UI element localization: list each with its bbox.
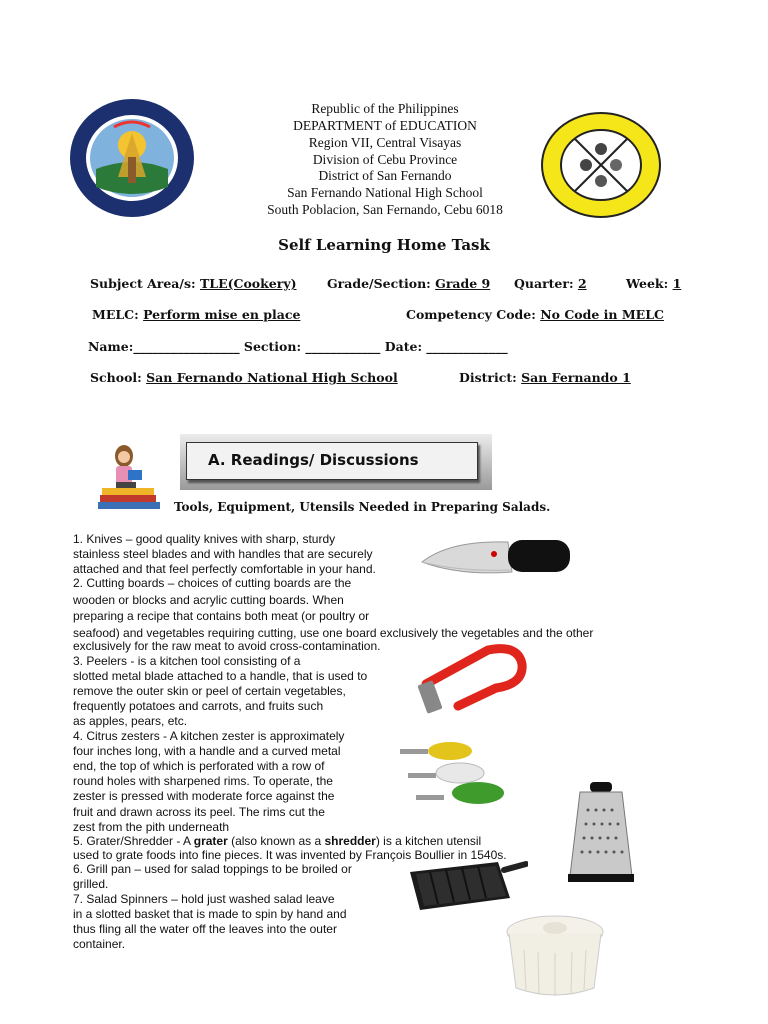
body-line: stainless steel blades and with handles that are securely (73, 547, 373, 561)
knife-image (420, 532, 574, 586)
week-label: Week: (626, 276, 669, 291)
body-line: slotted metal blade attached to a handle, that is used to (73, 669, 368, 683)
body-line: in a slotted basket that is made to spin by hand and (73, 907, 347, 921)
citrus-zesters-image (398, 735, 508, 813)
melc-value: Perform mise en place (143, 307, 301, 322)
header-republic: Republic of the Philippines (311, 101, 459, 116)
week-value: 1 (672, 276, 682, 291)
section-subheading: Tools, Equipment, Utensils Needed in Preparing Salads. (174, 500, 551, 514)
school-value: San Fernando National High School (146, 370, 398, 385)
school-seal-logo (540, 111, 662, 219)
header-school: San Fernando National High School (287, 185, 483, 200)
header-district: District of San Fernando (318, 168, 452, 183)
grade-value: Grade 9 (435, 276, 491, 291)
body-line: thus fling all the water off the leaves into the outer (73, 922, 337, 936)
body-line: preparing a recipe that contains both meat (or poultry or (73, 609, 370, 623)
grade-label: Grade/Section: (327, 276, 431, 291)
body-line: zest from the pith underneath (73, 820, 230, 834)
body-line: 2. Cutting boards – choices of cutting boards are the (73, 576, 352, 590)
division-seal-logo (68, 97, 196, 219)
body-line: fruit and drawn across its peel. The rims cut the (73, 805, 325, 819)
subject-value: TLE(Cookery) (199, 276, 297, 291)
melc-row (92, 307, 300, 322)
body-line: remove the outer skin or peel of certain vegetables, (73, 684, 346, 698)
subject-row (90, 276, 297, 291)
body-line: frequently potatoes and carrots, and fruits such (73, 699, 324, 713)
body-line: exclusively for the raw meat to avoid cross-contamination. (73, 639, 381, 653)
district-row (459, 370, 631, 385)
grater-image (566, 780, 636, 886)
subject-label: Subject Area/s: (90, 276, 196, 291)
body-line: attached and that feel perfectly comfortable in your hand. (73, 562, 376, 576)
quarter-value: 2 (577, 276, 587, 291)
header-division: Division of Cebu Province (312, 152, 458, 167)
district-label: District: (459, 370, 517, 385)
section-banner (180, 434, 492, 490)
header-region: Region VII, Central Visayas (308, 135, 462, 150)
quarter-row (514, 276, 587, 291)
district-value: San Fernando 1 (521, 370, 631, 385)
melc-label: MELC: (92, 307, 139, 322)
peeler-image (418, 644, 528, 726)
name-section-date-row: Name:_________________ Section: ____________ Date: _____________ (88, 339, 508, 354)
school-row (90, 370, 398, 385)
section-banner-label: A. Readings/ Discussions (208, 451, 419, 469)
body-line: end, the top of which is perforated with a row of (73, 759, 325, 773)
grill-pan-image (406, 852, 528, 916)
body-line: container. (73, 937, 126, 951)
header-address: South Poblacion, San Fernando, Cebu 6018 (267, 202, 503, 217)
body-line: 5. Grater/Shredder - A grater (also known as a shredder) is a kitchen utensil (73, 834, 482, 848)
competency-label: Competency Code: (406, 307, 536, 322)
body-line: four inches long, with a handle and a curved metal (73, 744, 341, 758)
salad-spinner-image (500, 910, 610, 1002)
quarter-label: Quarter: (514, 276, 574, 291)
week-row (626, 276, 681, 291)
body-line: 3. Peelers - is a kitchen tool consisting of a (73, 654, 301, 668)
header-deped: DEPARTMENT of EDUCATION (293, 118, 477, 133)
body-line: round holes with sharpened rims. To operate, the (73, 774, 333, 788)
competency-value: No Code in MELC (540, 307, 664, 322)
body-line: grilled. (73, 877, 109, 891)
body-line: 4. Citrus zesters - A kitchen zester is approximately (73, 729, 345, 743)
body-line: as apples, pears, etc. (73, 714, 188, 728)
page-title: Self Learning Home Task (278, 236, 490, 254)
body-line: 7. Salad Spinners – hold just washed salad leave (73, 892, 335, 906)
reading-girl-illustration (94, 442, 164, 518)
body-line: seafood) and vegetables requiring cutting, use one board exclusively the vegetables and the other (73, 626, 594, 640)
school-label: School: (90, 370, 142, 385)
competency-row (406, 307, 664, 322)
grade-row (327, 276, 490, 291)
body-line: 1. Knives – good quality knives with sharp, sturdy (73, 532, 336, 546)
body-line: wooden or blocks and acrylic cutting boards. When (73, 593, 344, 607)
body-line: used to grate foods into fine pieces. It was invented by François Boullier in 1540s. (73, 848, 507, 862)
body-line: 6. Grill pan – used for salad toppings to be broiled or (73, 862, 352, 876)
body-line: zester is pressed with moderate force against the (73, 789, 335, 803)
